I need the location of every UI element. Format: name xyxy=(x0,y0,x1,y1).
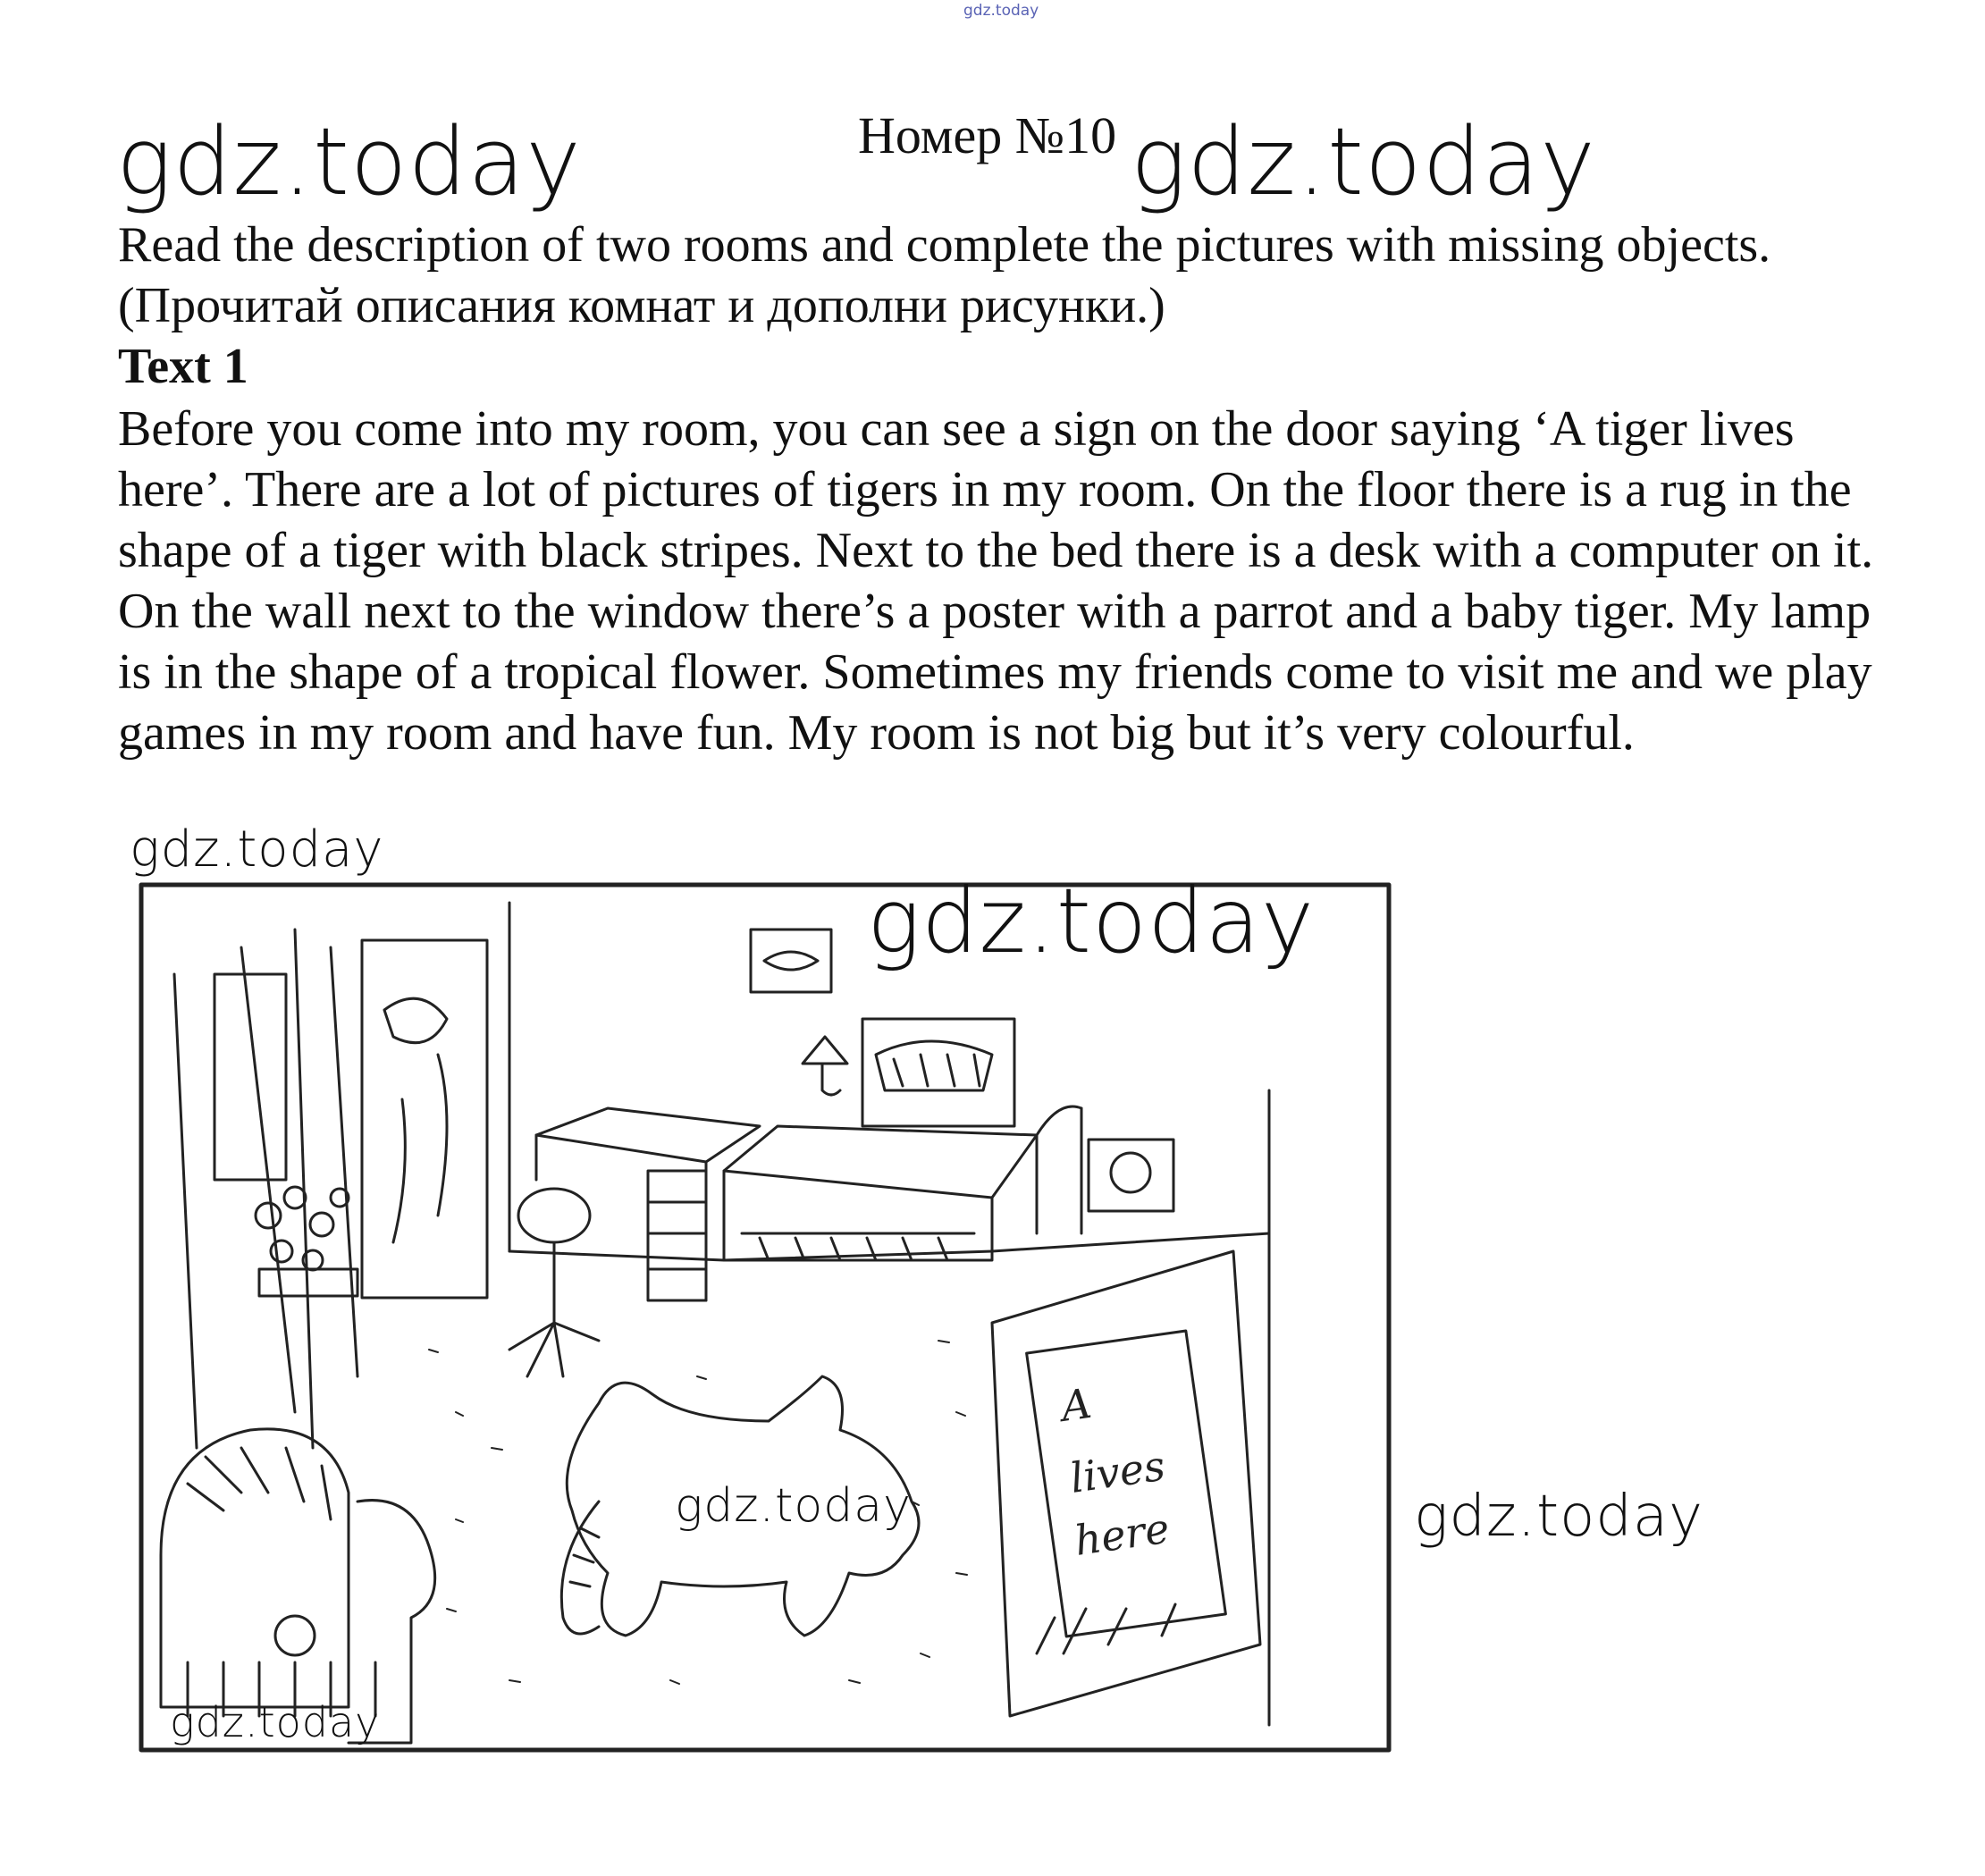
small-tiger-picture xyxy=(751,930,831,992)
desk xyxy=(536,1108,760,1300)
door-sign-text xyxy=(1055,1379,1173,1565)
door-sign-line-3: here xyxy=(1072,1503,1173,1565)
room-illustration xyxy=(134,869,1394,1756)
watermark-picture-top: gdz.today xyxy=(867,869,1316,973)
room-description: Before you come into my room, you can see a sign on the door saying ‘A tiger lives here’. There are a lot of pictures of tigers in my room. On the floor there is a rug in the shape of a tiger with black stripes. Next to the bed there is a desk with a computer on it. On the wall next to the window there’s a poster with a parrot and a baby tiger. My lamp is in the shape of a tropical flower. Sometimes my friends come to visit me and we play games in my room and have fun. My room is not big but it’s very colourful. xyxy=(118,401,1874,761)
tiger-tree-poster xyxy=(362,940,487,1298)
watermark-picture-label: gdz.today xyxy=(130,820,384,879)
instruction-text: Read the description of two rooms and complete the pictures with missing objects. (Прочитай описания комнат и дополни рисунки.) xyxy=(118,217,1771,333)
door-sign-line-2: lives xyxy=(1067,1441,1168,1502)
tiger-face-picture xyxy=(1089,1140,1173,1211)
exercise-number: Номер №10 xyxy=(858,106,1117,164)
bed xyxy=(724,1106,1081,1260)
watermark-top-left: gdz.today xyxy=(116,107,582,216)
wall-lamp xyxy=(803,1037,847,1095)
watermark-picture-middle: gdz.today xyxy=(675,1479,912,1533)
striped-armchair xyxy=(161,1429,435,1743)
window xyxy=(174,930,357,1448)
tiger-picture-large xyxy=(862,1019,1014,1126)
desk-chair xyxy=(509,1189,599,1376)
watermark-top-right: gdz.today xyxy=(1131,107,1596,216)
watermark-bottom-left: gdz.today xyxy=(170,1698,381,1746)
illustration-frame xyxy=(141,885,1389,1750)
site-mark-small: gdz.today xyxy=(963,2,1039,20)
door-sign-line-1: A xyxy=(1058,1378,1095,1431)
text-label: Text 1 xyxy=(118,339,248,394)
watermark-right-side: gdz.today xyxy=(1414,1484,1703,1550)
